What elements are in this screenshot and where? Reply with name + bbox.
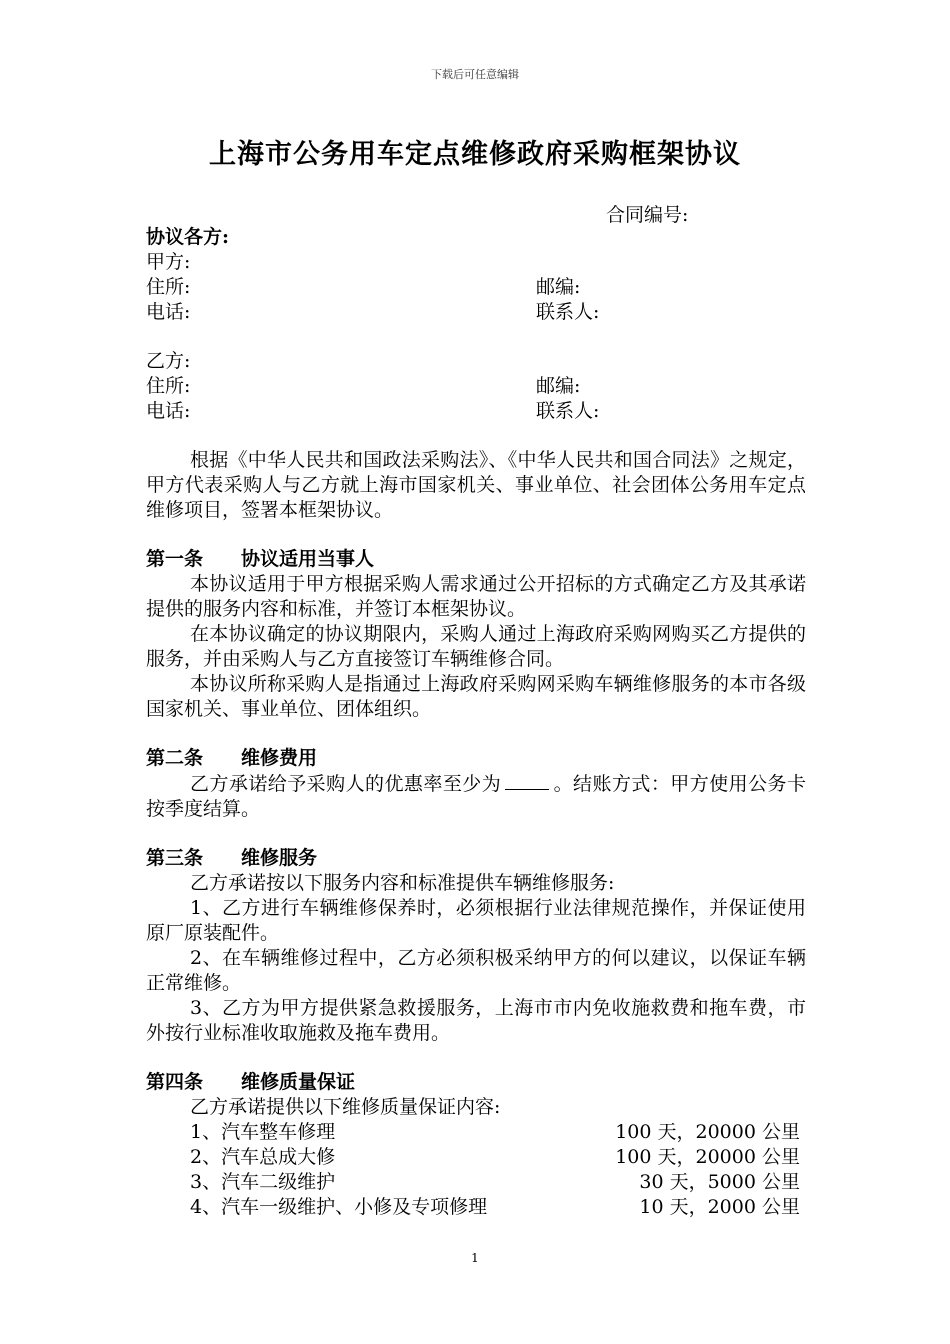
document-body (146, 225, 806, 1220)
article-3-item-3: 3、乙方为甲方提供紧急救援服务，上海市市内免收施救费和拖车费，市外按行业标准收取施救及拖车费用。 (146, 997, 806, 1044)
quality-item-label: 3、汽车二级维护 (190, 1171, 336, 1193)
quality-item-value: 100 天，20000 公里 (615, 1146, 800, 1168)
article-4-heading (146, 1070, 806, 1095)
article-1-heading (146, 547, 806, 572)
article-2-paragraph (146, 771, 806, 822)
article-1-paragraph-3: 本协议所称采购人是指通过上海政府采购网采购车辆维修服务的本市各级国家机关、事业单位、团体组织。 (146, 673, 806, 720)
quality-item (146, 1145, 806, 1170)
quality-item-value: 30 天，5000 公里 (639, 1171, 800, 1193)
article-4-title: 维修质量保证 (241, 1071, 356, 1093)
party-a-address-label: 住所: (146, 276, 191, 298)
article-3-title: 维修服务 (241, 847, 318, 869)
discount-rate-blank (505, 771, 549, 790)
quality-item-value: 100 天，20000 公里 (615, 1121, 800, 1143)
article-3-item-2: 2、在车辆维修过程中，乙方必须积极采纳甲方的何以建议，以保证车辆正常维修。 (146, 947, 806, 994)
article-1-paragraph-2: 在本协议确定的协议期限内，采购人通过上海政府采购网购买乙方提供的服务，并由采购人与乙方直接签订车辆维修合同。 (146, 623, 806, 670)
quality-item-label: 2、汽车总成大修 (190, 1146, 336, 1168)
party-b-contact-label: 联系人: (536, 400, 600, 422)
article-3-item-1: 1、乙方进行车辆维修保养时，必须根据行业法律规范操作，并保证使用原厂原装配件。 (146, 897, 806, 944)
party-a-address-row (146, 275, 806, 300)
article-2-number: 第二条 (146, 747, 204, 769)
party-b-address-row (146, 374, 806, 399)
party-b-name-label: 乙方: (146, 350, 191, 372)
party-b-name (146, 349, 806, 374)
parties-heading: 协议各方: (146, 226, 230, 248)
party-a-contact-label: 联系人: (536, 301, 600, 323)
article-1-title: 协议适用当事人 (241, 548, 375, 570)
party-a-postcode-label: 邮编: (536, 276, 581, 298)
quality-item (146, 1195, 806, 1220)
quality-item (146, 1120, 806, 1145)
quality-item-value: 10 天，2000 公里 (639, 1196, 800, 1218)
document-title: 上海市公务用车定点维修政府采购框架协议 (209, 139, 741, 170)
party-a-name (146, 250, 806, 275)
article-2-text-after: 。结账方式：甲方使用公务卡按季度结算。 (146, 773, 806, 820)
quality-item-label: 4、汽车一级维护、小修及专项修理 (190, 1196, 488, 1218)
party-a-name-label: 甲方: (146, 251, 191, 273)
party-b-phone-row (146, 399, 806, 424)
article-2-heading (146, 746, 806, 771)
article-2-title: 维修费用 (241, 747, 318, 769)
page-number: 1 (471, 1251, 479, 1265)
article-1-paragraph-1: 本协议适用于甲方根据采购人需求通过公开招标的方式确定乙方及其承诺提供的服务内容和标准，并签订本框架协议。 (146, 573, 806, 620)
party-b-phone-label: 电话: (146, 400, 191, 422)
party-b-postcode-label: 邮编: (536, 375, 581, 397)
page-header: 下载后可任意编辑 (431, 68, 519, 81)
article-1-number: 第一条 (146, 548, 204, 570)
quality-item-label: 1、汽车整车修理 (190, 1121, 336, 1143)
article-3-heading (146, 846, 806, 871)
party-a-phone-row (146, 300, 806, 325)
preamble-paragraph: 根据《中华人民共和国政法采购法》、《中华人民共和国合同法》之规定，甲方代表采购人与乙方就上海市国家机关、事业单位、社会团体公务用车定点维修项目，签署本框架协议。 (146, 449, 806, 521)
article-3-number: 第三条 (146, 847, 204, 869)
party-a-phone-label: 电话: (146, 301, 191, 323)
article-4-intro: 乙方承诺提供以下维修质量保证内容: (190, 1096, 501, 1118)
article-3-intro: 乙方承诺按以下服务内容和标准提供车辆维修服务: (190, 872, 615, 894)
quality-item (146, 1170, 806, 1195)
party-b-address-label: 住所: (146, 375, 191, 397)
article-4-number: 第四条 (146, 1071, 204, 1093)
article-2-text-before: 乙方承诺给予采购人的优惠率至少为 (190, 773, 502, 795)
contract-number-label: 合同编号: (606, 204, 689, 226)
